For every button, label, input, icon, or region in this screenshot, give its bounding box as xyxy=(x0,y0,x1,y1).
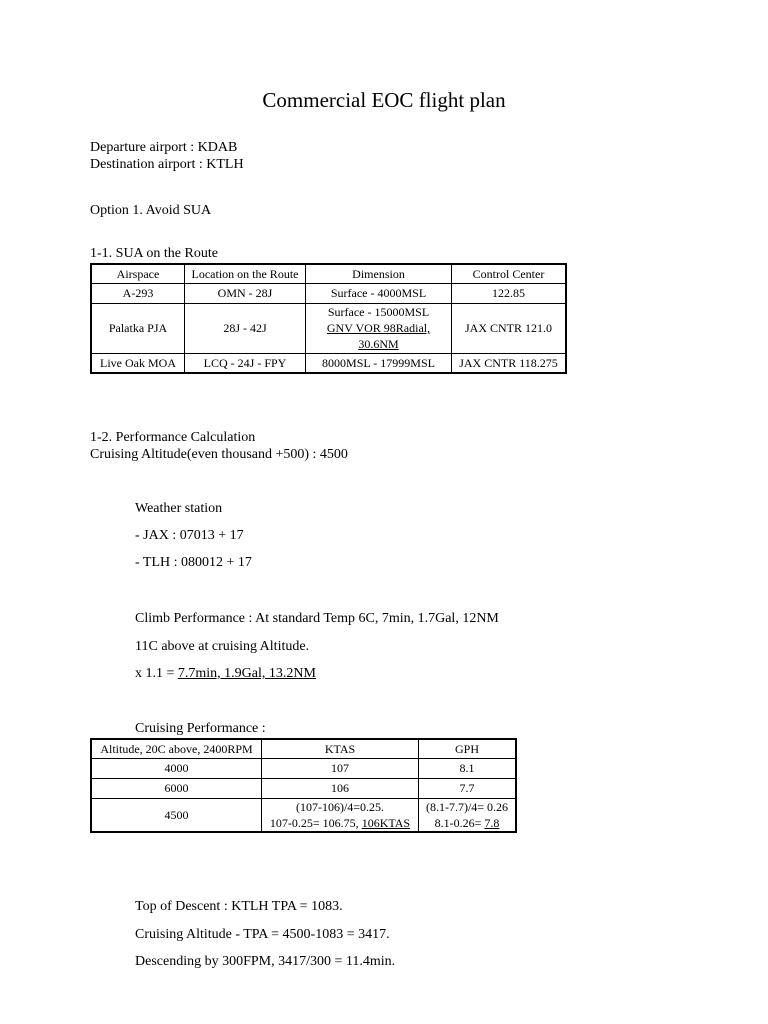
table-cell: OMN - 28J xyxy=(185,283,306,303)
climb-result-line xyxy=(135,665,316,682)
ktas-calc-line xyxy=(265,815,415,831)
table-cell: 8.1 xyxy=(419,758,517,778)
table-cell: 4500 xyxy=(91,798,262,832)
table-cell: 6000 xyxy=(91,778,262,798)
climb-temp-note: 11C above at cruising Altitude. xyxy=(135,639,310,654)
table-row xyxy=(91,798,516,832)
option-heading: Option 1. Avoid SUA xyxy=(90,203,212,218)
climb-result: 7.7min, 1.9Gal, 13.2NM xyxy=(177,666,316,681)
gph-result: 7.8 xyxy=(484,815,500,830)
departure-airport: Departure airport : KDAB xyxy=(90,140,238,155)
header-cell: GPH xyxy=(419,739,517,758)
table-row xyxy=(91,303,566,353)
table-header-row xyxy=(91,739,516,758)
destination-airport: Destination airport : KTLH xyxy=(90,157,244,172)
sua-table xyxy=(90,263,567,374)
table-row xyxy=(91,283,566,303)
dimension-line: GNV VOR 98Radial, xyxy=(326,321,431,335)
table-cell: Palatka PJA xyxy=(91,303,185,353)
ktas-result: 106KTAS xyxy=(361,815,411,830)
table-header-row xyxy=(91,264,566,283)
ktas-calc-line: (107-106)/4=0.25. xyxy=(295,799,385,814)
header-cell: Location on the Route xyxy=(185,264,306,283)
table-cell: Surface - 4000MSL xyxy=(306,283,452,303)
table-cell: A-293 xyxy=(91,283,185,303)
header-cell: Airspace xyxy=(91,264,185,283)
performance-heading: 1-2. Performance Calculation xyxy=(90,430,256,445)
table-cell: 4000 xyxy=(91,758,262,778)
sua-heading: 1-1. SUA on the Route xyxy=(90,246,218,261)
page-title: Commercial EOC flight plan xyxy=(262,88,506,112)
cruising-altitude: Cruising Altitude(even thousand +500) : 4500 xyxy=(90,447,348,462)
table-row xyxy=(91,353,566,373)
table-cell: 28J - 42J xyxy=(185,303,306,353)
climb-performance: Climb Performance : At standard Temp 6C, 7min, 1.7Gal, 12NM xyxy=(135,611,499,626)
dimension-line: Surface - 15000MSL xyxy=(327,305,430,319)
table-cell: JAX CNTR 121.0 xyxy=(452,303,567,353)
table-row xyxy=(91,758,516,778)
gph-calc-text: 8.1-0.26= xyxy=(434,815,485,830)
climb-factor: x 1.1 = xyxy=(135,666,178,681)
descent-time-calc: Descending by 300FPM, 3417/300 = 11.4min. xyxy=(135,954,396,969)
table-cell: 122.85 xyxy=(452,283,567,303)
top-of-descent: Top of Descent : KTLH TPA = 1083. xyxy=(135,899,343,914)
table-cell: 107 xyxy=(262,758,419,778)
weather-jax: - JAX : 07013 + 17 xyxy=(135,528,244,543)
header-cell: KTAS xyxy=(262,739,419,758)
performance-table xyxy=(90,738,517,833)
table-cell: Live Oak MOA xyxy=(91,353,185,373)
header-cell: Dimension xyxy=(306,264,452,283)
dimension-line: 30.6NM xyxy=(358,337,399,351)
table-cell xyxy=(306,303,452,353)
table-row xyxy=(91,778,516,798)
gph-calc-line xyxy=(422,815,512,831)
table-cell: 8000MSL - 17999MSL xyxy=(306,353,452,373)
table-cell xyxy=(262,798,419,832)
descent-altitude-calc: Cruising Altitude - TPA = 4500-1083 = 3417. xyxy=(135,927,390,942)
weather-tlh: - TLH : 080012 + 17 xyxy=(135,555,252,570)
ktas-calc-text: 107-0.25= 106.75, xyxy=(269,815,362,830)
header-cell: Control Center xyxy=(452,264,567,283)
table-cell: 7.7 xyxy=(419,778,517,798)
table-cell: JAX CNTR 118.275 xyxy=(452,353,567,373)
weather-station-label: Weather station xyxy=(135,501,223,516)
cruising-performance-label: Cruising Performance : xyxy=(135,721,266,736)
table-cell: 106 xyxy=(262,778,419,798)
table-cell xyxy=(419,798,517,832)
header-cell: Altitude, 20C above, 2400RPM xyxy=(91,739,262,758)
table-cell: LCQ - 24J - FPY xyxy=(185,353,306,373)
gph-calc-line: (8.1-7.7)/4= 0.26 xyxy=(425,799,509,814)
